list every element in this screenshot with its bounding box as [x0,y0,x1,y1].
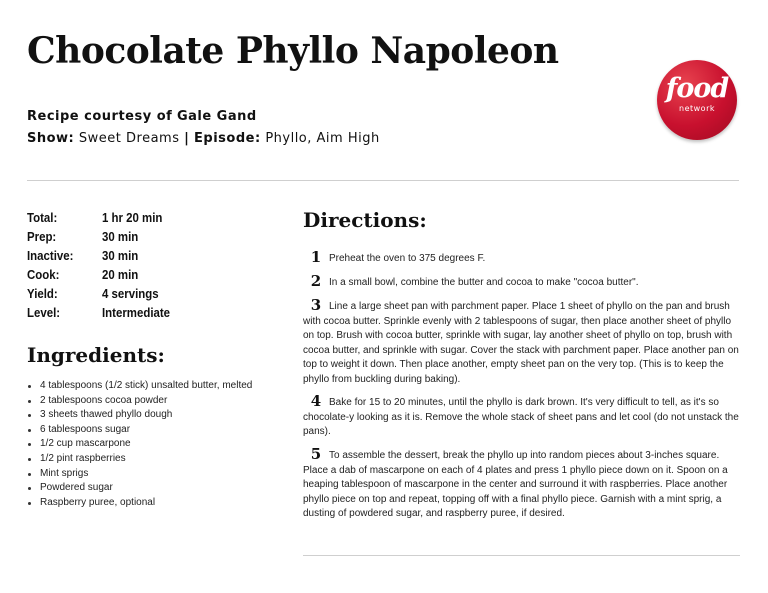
logo-subtitle: network [679,104,715,113]
separator: | [184,131,190,146]
time-row-level [27,303,179,322]
list-item [27,423,252,438]
step-text: Preheat the oven to 375 degrees F. [329,253,486,264]
bullet-icon [28,429,31,432]
bullet-icon [28,414,31,417]
time-value: 1 hr 20 min [102,210,163,225]
author-link[interactable]: Gale Gand [176,109,257,124]
bullet-icon [28,502,31,505]
direction-step [303,250,485,267]
bullet-icon [28,487,31,490]
page-title: Chocolate Phyllo Napoleon [27,30,559,72]
bullet-icon [28,443,31,446]
list-item [27,408,252,423]
step-text: In a small bowl, combine the butter and cocoa to make "cocoa butter". [329,277,639,288]
time-value: 30 min [102,248,139,263]
list-item [27,437,252,452]
bullet-icon [28,385,31,388]
list-item [27,394,252,409]
header-divider [27,180,739,181]
footer-divider [303,555,740,556]
list-item [27,452,252,467]
ingredients-list [27,379,252,510]
time-value: Intermediate [102,305,171,320]
step-text: To assemble the dessert, break the phyllo up into random pieces about 3-inches square. Place a dab of mascarpone on each of 4 plates and press 1 phyllo piece down on it. Spoon on a heaping tablespoon of mascarpone in the center and surround it with raspberries. Place another phyllo piece on top and repeat, topping off with a final phyllo piece. Garnish with a mint sprig, a dusting of powdered sugar, and raspberry puree, if desired. [303,450,728,520]
list-item [27,379,252,394]
ingredient-text: 3 sheets thawed phyllo dough [40,409,173,421]
step-number: 4 [310,392,322,410]
step-text: Bake for 15 to 20 minutes, until the phyllo is dark brown. It's very difficult to tell, as it's so chocolate-y looking as it is. Remove the whole stack of sheet pans and let cool (do not unstack the pans). [303,397,739,438]
time-row-total [27,208,179,227]
time-row-inactive [27,246,179,265]
step-number: 5 [310,445,322,463]
direction-step [303,394,740,440]
direction-step [303,298,740,388]
list-item [27,496,252,511]
bullet-icon [28,400,31,403]
logo-wordmark: food [665,73,729,104]
time-row-yield [27,284,179,303]
bullet-icon [28,473,31,476]
show-episode-line [27,131,380,146]
directions-heading: Directions: [303,208,427,232]
episode-link[interactable]: Phyllo, Aim High [265,131,380,146]
show-link[interactable]: Sweet Dreams [78,131,180,146]
time-label: Level: [27,305,61,320]
food-network-logo[interactable] [657,60,737,140]
step-text: Line a large sheet pan with parchment paper. Place 1 sheet of phyllo on the pan and brush with cocoa butter. Sprinkle evenly with 2 tablespoons of sugar, then place another sheet of phyllo on top. Brush with cocoa butter, sprinkle with sugar, lay another sheet of phyllo on top, brush with cocoa butter, and sprinkle with sugar. Cover the stack with parchment paper. Place another pan on top to weight it down. Then place another, empty sheet pan on the very top. (This is to keep the phyllo from buckling during baking). [303,301,739,385]
ingredient-text: Mint sprigs [40,467,89,479]
recipe-courtesy [27,109,257,124]
time-label: Total: [27,210,58,225]
ingredient-text: 4 tablespoons (1/2 stick) unsalted butter, melted [40,380,253,391]
step-number: 3 [310,296,322,314]
ingredient-text: 2 tablespoons cocoa powder [40,394,168,406]
episode-label: Episode: [194,131,261,146]
recipe-times [27,208,179,322]
time-row-cook [27,265,179,284]
time-label: Cook: [27,267,60,282]
list-item [27,481,252,496]
ingredient-text: 1/2 pint raspberries [40,452,126,464]
time-row-prep [27,227,179,246]
ingredients-heading: Ingredients: [27,343,165,367]
show-label: Show: [27,131,75,146]
list-item [27,467,252,482]
time-value: 30 min [102,229,139,244]
time-label: Inactive: [27,248,74,263]
ingredient-text: Raspberry puree, optional [40,496,156,508]
direction-step [303,447,740,522]
time-value: 4 servings [102,286,159,301]
time-label: Yield: [27,286,58,301]
ingredient-text: Powdered sugar [40,482,113,494]
courtesy-label: Recipe courtesy of [27,109,173,124]
time-value: 20 min [102,267,139,282]
time-label: Prep: [27,229,57,244]
bullet-icon [28,458,31,461]
ingredient-text: 6 tablespoons sugar [40,423,131,435]
direction-step [303,274,639,291]
ingredient-text: 1/2 cup mascarpone [40,438,131,450]
step-number: 2 [310,272,322,290]
step-number: 1 [310,248,322,266]
